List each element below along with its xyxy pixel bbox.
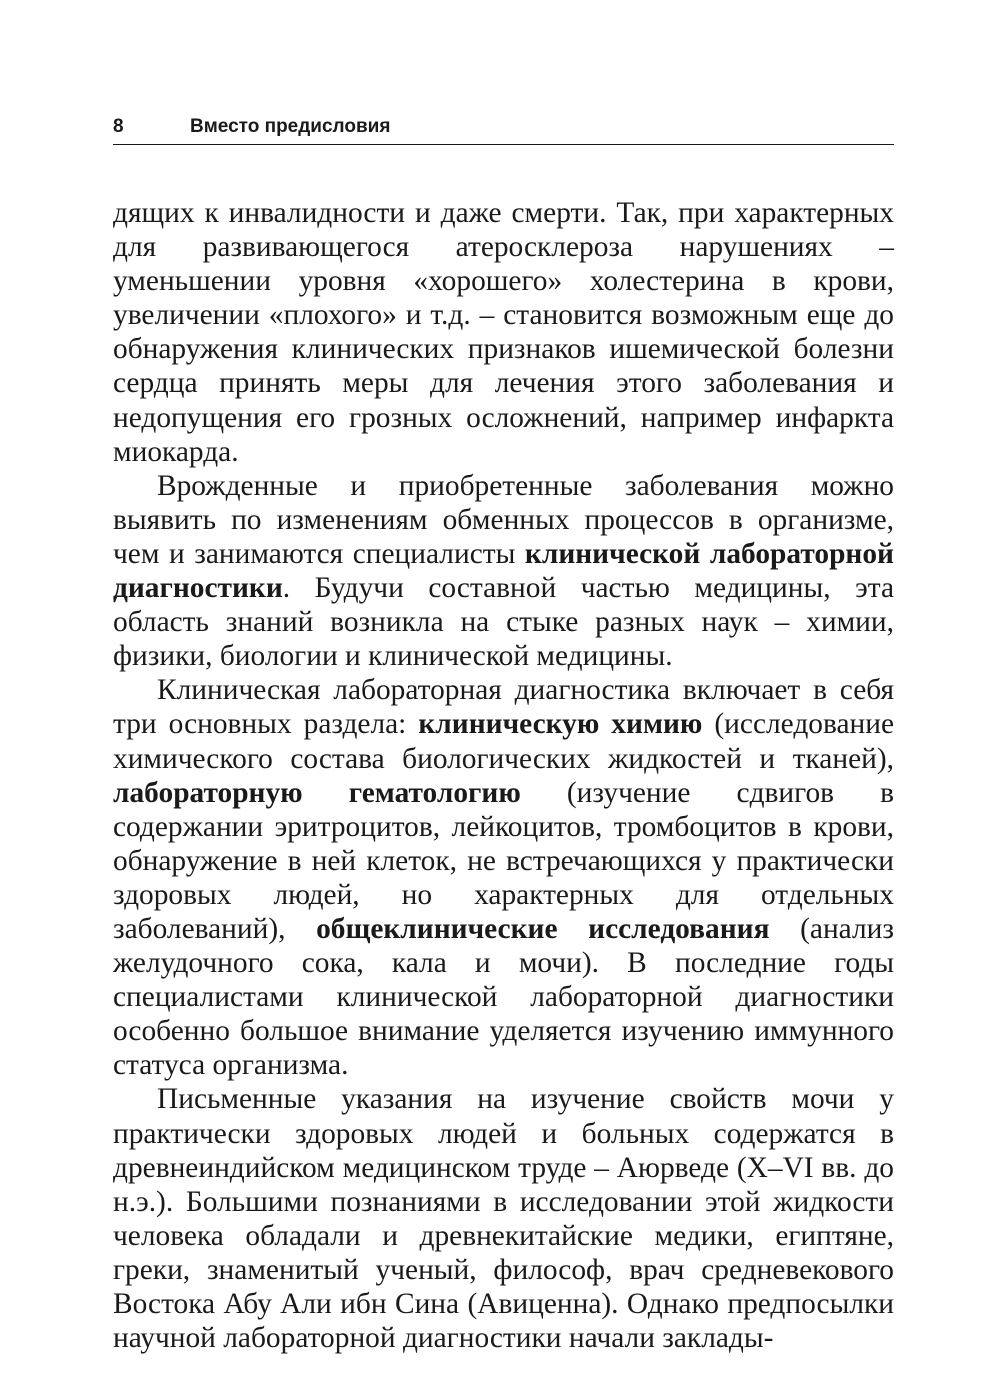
running-header	[113, 114, 894, 145]
paragraph-text: (изучение сдвигов в содержании эритроцитов, лейкоцитов, тромбоцитов в крови, обнаружение в ней клеток, не встречающихся у практически здоровых людей, но характерных для отдельных заболеваний),	[113, 776, 894, 945]
page-number: 8	[113, 116, 124, 137]
term-lab-hematology: лабораторную гематологию	[113, 776, 521, 809]
paragraph-text: Врожденные и приобретенные заболевания можно выявить по изменениям обменных процессов в организме, чем и занимаются специалисты	[113, 469, 894, 570]
term-general-clinical-studies: общеклинические исследования	[316, 912, 770, 945]
paragraph-lab-diagnostics	[113, 469, 894, 674]
paragraph-history	[113, 1082, 894, 1355]
paragraph-text: (исследование химического состава биологических жидкостей и тканей),	[113, 708, 895, 775]
paragraph-continuation	[113, 196, 894, 469]
chapter-title: Вместо предисловия	[190, 116, 391, 137]
paragraph-text: дящих к инвалидности и даже смерти. Так, при характерных для развивающегося атеросклероза нарушениях – уменьшении уровня «хорошего» холестерина в крови, увеличении «плохого» и т.д. – становится возможным еще до обнаружения клинических признаков ишемической болезни сердца принять меры для лечения этого заболевания и недопущения его грозных осложнений, например инфаркта миокарда.	[113, 197, 894, 468]
term-clinical-lab-diagnostics: клинической лабораторной диагностики	[113, 537, 894, 605]
paragraph-text: Письменные указания на изучение свойств мочи у практически здоровых людей и больных содержатся в древнеиндийском медицинском труде – Аюрведе (X–VI вв. до н.э.). Большими познаниями в исследовании этой жидкости человека обладали и древнекитайские медики, египтяне, греки, знаменитый ученый, философ, врач средневекового Востока Абу Али ибн Сина (Авиценна). Однако предпосылки научной лабораторной диагностики начали заклады-	[113, 1083, 894, 1355]
term-clinical-chemistry: клиническую химию	[418, 708, 703, 741]
paragraph-text: Клиническая лабораторная диагностика включает в себя три основных раздела:	[113, 674, 894, 741]
paragraph-text: (анализ желудочного сока, кала и мочи). В последние годы специалистами клинической лабораторной диагностики особенно большое внимание уделяется изучению иммунного статуса организма.	[113, 912, 894, 1082]
body-text	[113, 196, 894, 1355]
paragraph-three-sections	[113, 673, 894, 1082]
paragraph-text: . Будучи составной частью медицины, эта область знаний возникла на стыке разных наук – химии, физики, биологии и клинической медицины.	[113, 572, 894, 673]
